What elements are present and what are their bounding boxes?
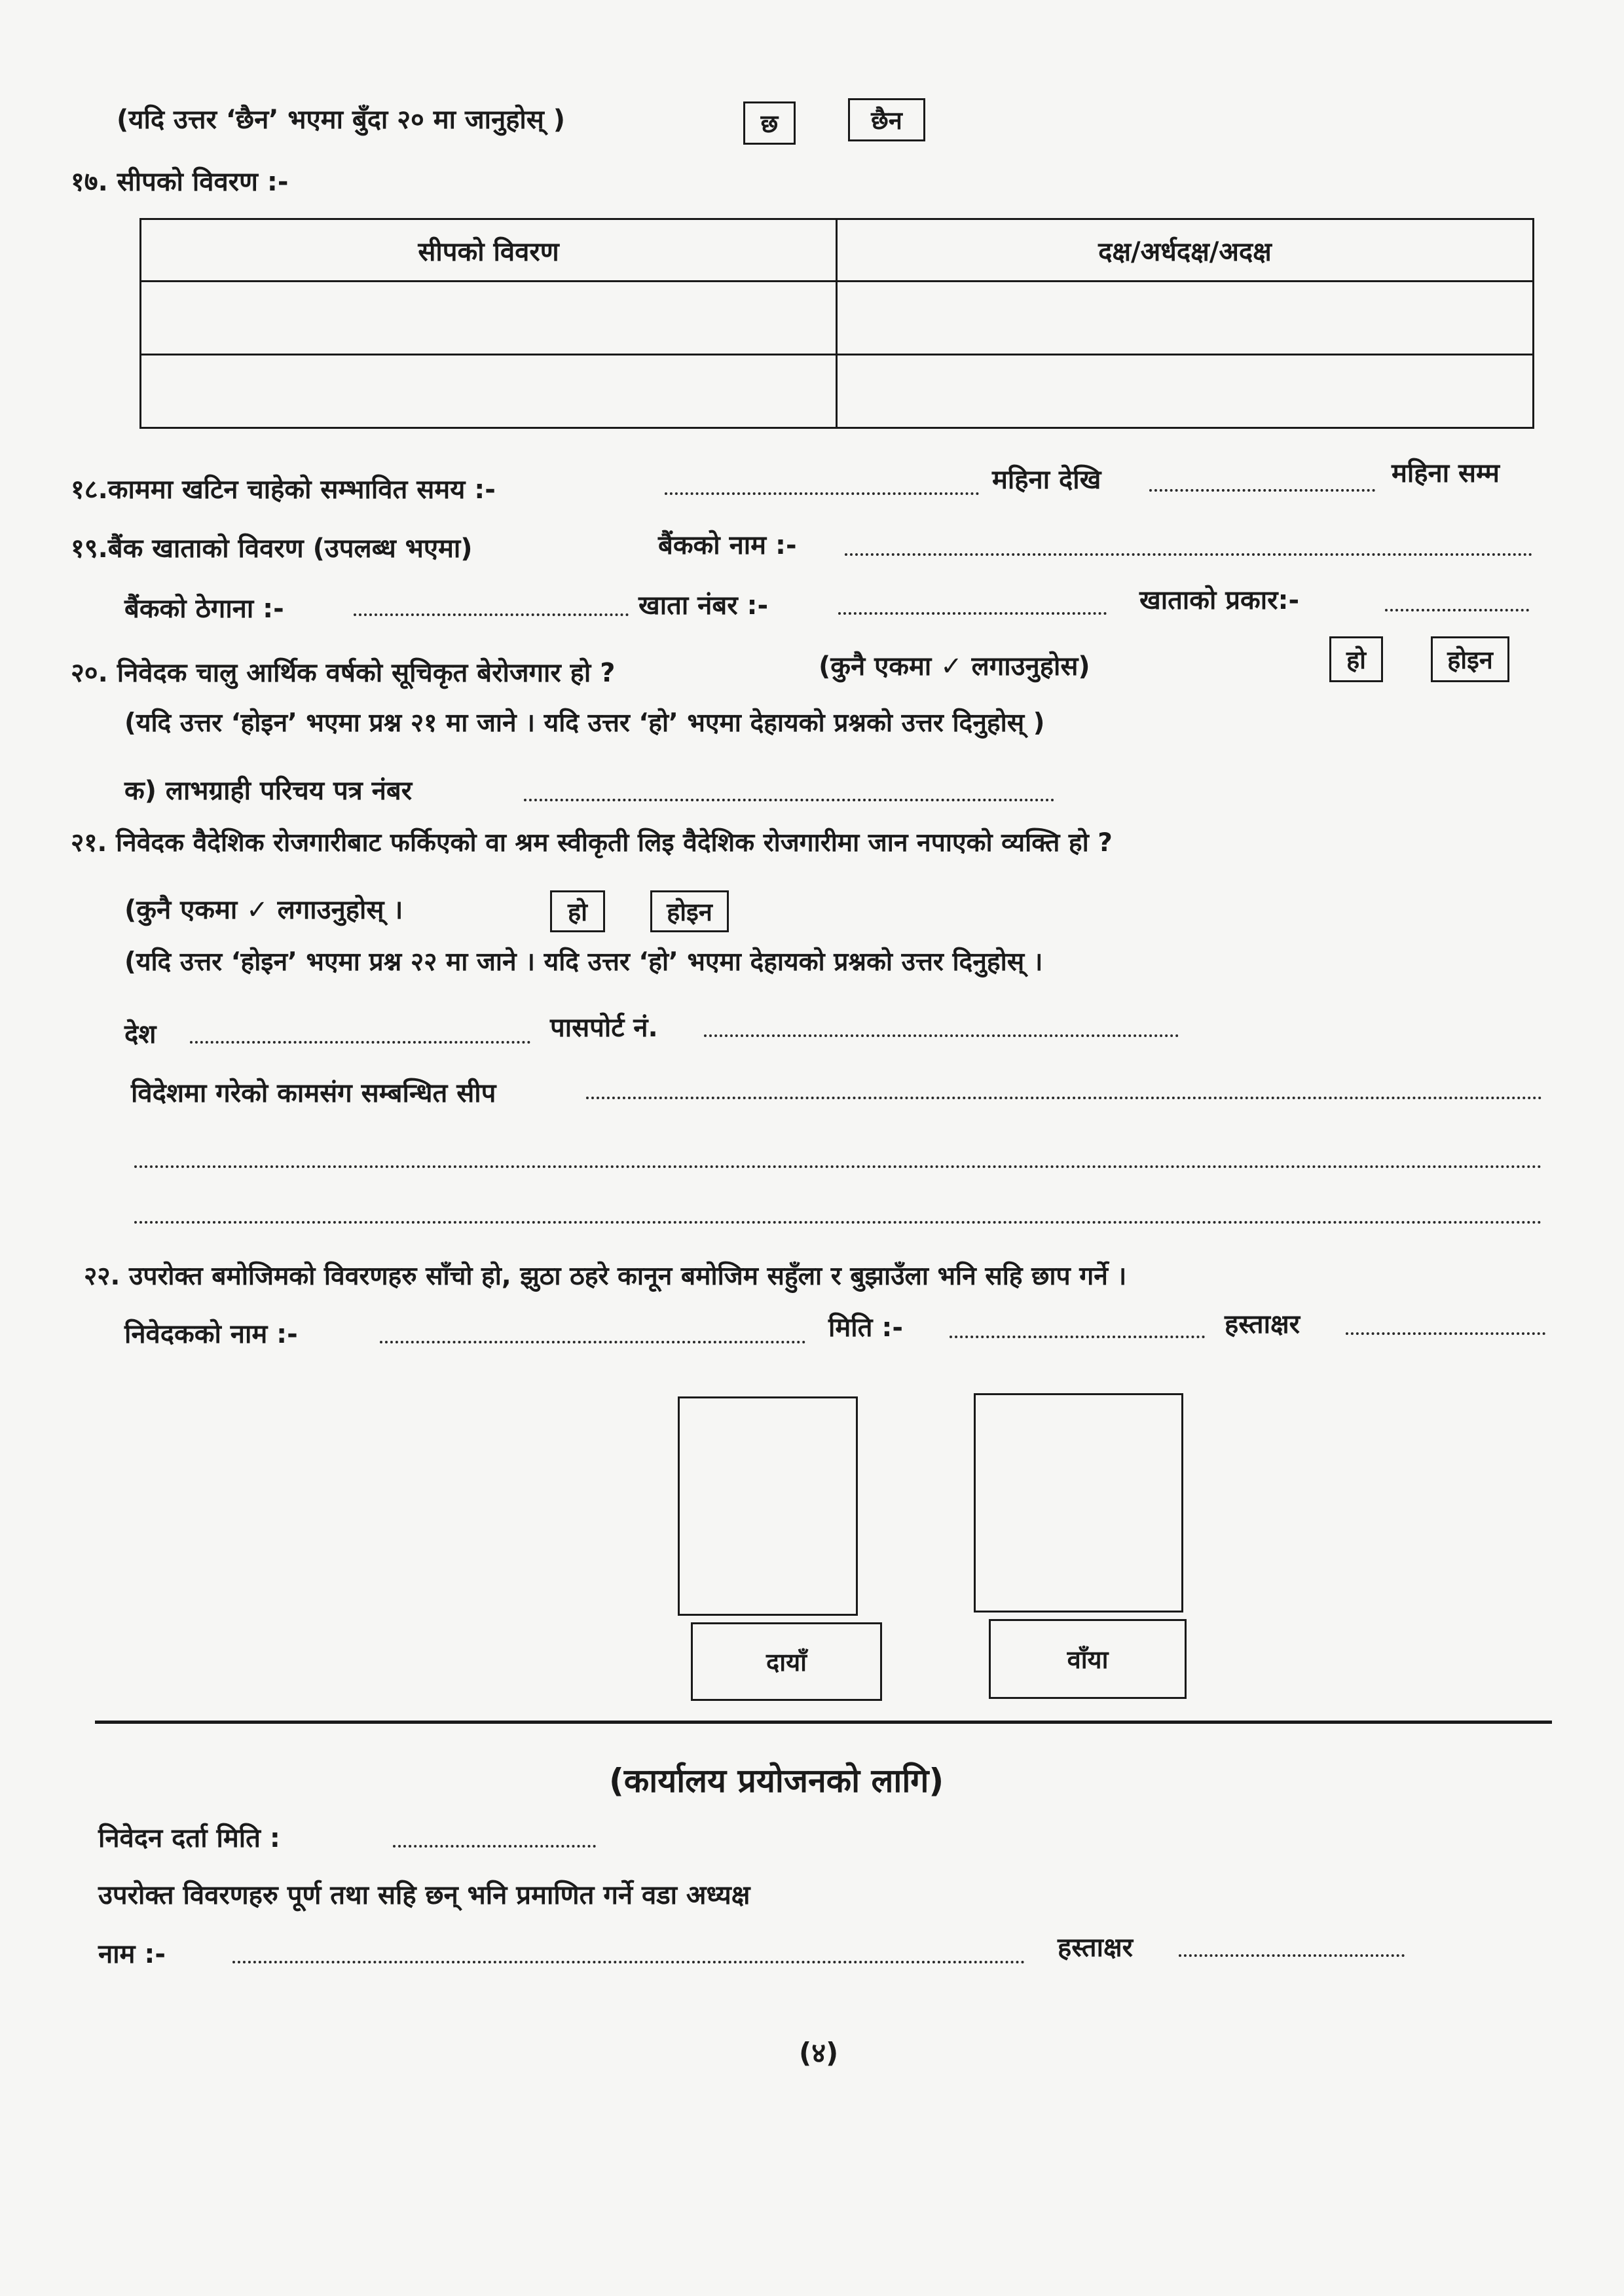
officer-signature-field[interactable] [1179, 1954, 1405, 1957]
right-thumbprint-label: दायाँ [766, 1648, 807, 1677]
registration-date-label: निवेदन दर्ता मिति : [98, 1823, 280, 1853]
table-cell[interactable] [141, 282, 837, 355]
bank-name-field[interactable] [845, 553, 1532, 556]
table-cell[interactable] [837, 355, 1534, 428]
account-type-label: खाताको प्रकार:- [1139, 585, 1300, 615]
table-cell[interactable] [837, 282, 1534, 355]
passport-label: पासपोर्ट नं. [550, 1013, 658, 1043]
q20-label: २०. निवेदक चालु आर्थिक वर्षको सूचिकृत बेरोजगार हो ? [71, 658, 616, 688]
applicant-name-field[interactable] [380, 1341, 805, 1343]
bank-address-label: बैंकको ठेगाना :- [124, 594, 284, 624]
q20-instruction: (कुनै एकमा ✓ लगाउनुहोस) [819, 651, 1090, 682]
foreign-skill-field-2[interactable] [134, 1165, 1542, 1168]
account-number-field[interactable] [838, 612, 1107, 615]
skills-table [139, 218, 1534, 429]
top-note: (यदि उत्तर ‘छैन’ भएमा बुँदा २० मा जानुहोस् ) [117, 105, 566, 135]
q19-label: १९.बैंक खाताको विवरण (उपलब्ध भएमा) [71, 534, 473, 564]
month-from-label: महिना देखि [992, 465, 1101, 495]
date-label: मिति :- [828, 1313, 903, 1343]
q21-no-checkbox[interactable] [650, 890, 729, 932]
q21-yes-label: हो [567, 898, 588, 926]
page-number: (४) [799, 2037, 839, 2069]
passport-field[interactable] [704, 1034, 1179, 1037]
q21-instruction: (कुनै एकमा ✓ लगाउनुहोस् । [124, 895, 403, 925]
foreign-skill-field[interactable] [586, 1097, 1542, 1099]
yes-label: छ [760, 109, 779, 138]
q20-yes-label: हो [1346, 646, 1367, 674]
officer-name-label: नाम :- [98, 1939, 166, 1969]
registration-date-field[interactable] [393, 1845, 596, 1848]
signature-field[interactable] [1346, 1332, 1545, 1335]
q20-yes-checkbox[interactable] [1329, 636, 1383, 682]
section-divider [95, 1721, 1552, 1724]
q21-yes-checkbox[interactable] [550, 890, 605, 932]
account-type-field[interactable] [1385, 609, 1529, 611]
officer-signature-label: हस्ताक्षर [1058, 1933, 1133, 1963]
table-row [141, 282, 1534, 355]
no-label: छैन [871, 106, 902, 135]
account-number-label: खाता नंबर :- [638, 591, 769, 621]
q20-no-checkbox[interactable] [1431, 636, 1509, 682]
certify-text: उपरोक्त विवरणहरु पूर्ण तथा सहि छन् भनि प्रमाणित गर्ने वडा अध्यक्ष [98, 1880, 750, 1910]
right-thumbprint-box[interactable] [678, 1396, 858, 1616]
signature-label: हस्ताक्षर [1225, 1309, 1300, 1339]
card-number-field[interactable] [524, 799, 1054, 801]
applicant-name-label: निवेदकको नाम :- [124, 1319, 298, 1349]
no-checkbox[interactable] [848, 98, 925, 141]
yes-checkbox[interactable] [743, 101, 796, 145]
q20-no-label: होइन [1447, 646, 1493, 674]
office-heading: (कार्यालय प्रयोजनको लागि) [609, 1762, 944, 1800]
date-field[interactable] [950, 1336, 1205, 1338]
foreign-skill-label: विदेशमा गरेको कामसंग सम्बन्धित सीप [131, 1078, 496, 1108]
q20-note: (यदि उत्तर ‘होइन’ भएमा प्रश्न २१ मा जाने । यदि उत्तर ‘हो’ भएमा देहायको प्रश्नको उत्तर दिनुहोस् ) [124, 708, 1045, 738]
officer-name-field[interactable] [232, 1961, 1025, 1963]
foreign-skill-field-3[interactable] [134, 1221, 1542, 1224]
country-field[interactable] [190, 1041, 530, 1044]
q17-label: १७. सीपको विवरण :- [71, 167, 289, 197]
left-thumbprint-label-box [989, 1619, 1187, 1699]
country-label: देश [124, 1019, 157, 1049]
left-thumbprint-label: वाँया [1067, 1645, 1109, 1674]
q21-note: (यदि उत्तर ‘होइन’ भएमा प्रश्न २२ मा जाने । यदि उत्तर ‘हो’ भएमा देहायको प्रश्नको उत्तर दिनुहोस् । [124, 947, 1043, 977]
right-thumbprint-label-box [691, 1622, 882, 1701]
q21-no-label: होइन [667, 898, 712, 926]
table-row [141, 355, 1534, 428]
left-thumbprint-box[interactable] [974, 1393, 1183, 1613]
table-header-level: दक्ष/अर्धदक्ष/अदक्ष [837, 219, 1534, 282]
table-cell[interactable] [141, 355, 837, 428]
month-from-field[interactable] [665, 492, 979, 495]
table-header-skill: सीपको विवरण [141, 219, 837, 282]
bank-address-field[interactable] [354, 613, 629, 616]
q18-label: १८.काममा खटिन चाहेको सम्भावित समय :- [71, 475, 496, 505]
bank-name-label: बैंकको नाम :- [658, 530, 797, 560]
q22-label: २२. उपरोक्त बमोजिमको विवरणहरु साँचो हो, झुठा ठहरे कानून बमोजिम सहुँला र बुझाउँला भनि सहि छाप गर्ने । [84, 1262, 1127, 1291]
month-to-field[interactable] [1149, 489, 1375, 492]
q21-label: २१. निवेदक वैदेशिक रोजगारीबाट फर्किएको वा श्रम स्वीकृती लिइ वैदेशिक रोजगारीमा जान नपाएको व्यक्ति हो ? [71, 828, 1113, 858]
month-to-label: महिना सम्म [1392, 458, 1500, 488]
card-number-label: क) लाभग्राही परिचय पत्र नंबर [124, 776, 413, 806]
